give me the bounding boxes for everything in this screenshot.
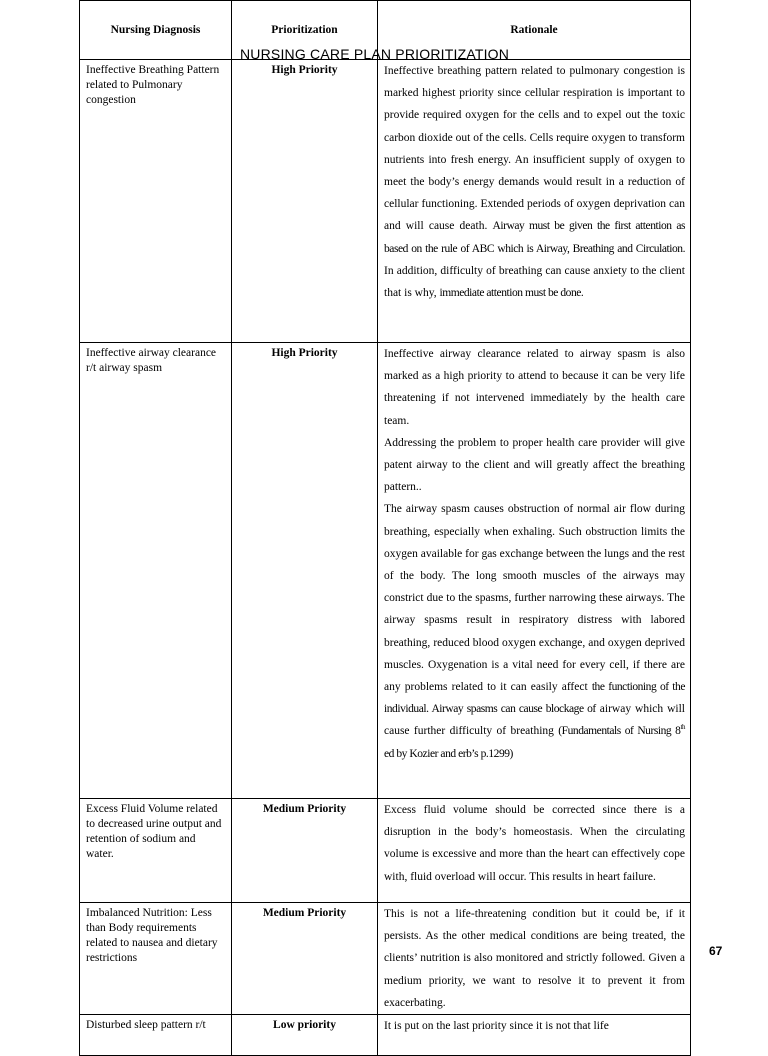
rationale-text: It is put on the last priority since it is not that life	[384, 1020, 609, 1033]
rationale-paragraph: Airway must be given the first attention as based on the rule of ABC which is Airway, Breathing and Circulation.	[384, 220, 685, 255]
priority-cell	[232, 343, 378, 799]
diagnosis-cell	[80, 903, 232, 1015]
priority-text: Low priority	[273, 1019, 336, 1032]
diagnosis-text: Ineffective airway clearance r/t airway spasm	[86, 347, 217, 374]
header-nursing-diagnosis: Nursing Diagnosis	[80, 1, 232, 60]
diagnosis-cell	[80, 343, 232, 799]
table-row	[80, 1015, 691, 1056]
rationale-paragraph: Ineffective breathing pattern related to pulmonary congestion is marked highest priority since cellular respiration is important to provide required oxygen for the cells and to expel out the toxic carbon dioxide out of the cells. Cells require oxygen to transform nutrients into fresh energy. An insufficient supply of oxygen to meet the body’s energy demands would result in a reduction of cellular functioning. Extended periods of oxygen deprivation can and will cause death.	[384, 65, 685, 233]
diagnosis-cell	[80, 60, 232, 343]
diagnosis-cell	[80, 1015, 232, 1056]
rationale-sentence: airway which will cause further difficulty of breathing	[384, 703, 685, 738]
priority-cell	[232, 60, 378, 343]
rationale-paragraph: Ineffective airway clearance related to airway spasm is also marked as a high priority to attend to because it can be very life threatening if not intervened immediately by the health care team.	[384, 348, 685, 427]
priority-cell	[232, 903, 378, 1015]
priority-text: Medium Priority	[262, 803, 347, 815]
diagnosis-cell	[80, 799, 232, 903]
rationale-sentence: the functioning of the individual. Airway spasms can cause blockage of	[384, 681, 685, 716]
table-row	[80, 903, 691, 1015]
priority-text: Medium Priority	[262, 907, 347, 919]
header-prioritization: Prioritization	[232, 1, 378, 60]
rationale-sentence: The airway spasm causes obstruction of normal air flow during breathing, especially when exhaling. Such obstruction limits the oxygen available for gas exchange between the lungs and the rest of the body. The long smooth muscles of the airways may constrict due to the spasms, further narrowing these airways. The airway spasms result in respiratory distress with labored breathing, reduced blood oxygen exchange, and oxygen deprived muscles. Oxygenation is a vital need for every cell, if there are any problems related to it can easily affect	[384, 503, 685, 694]
diagnosis-text: Disturbed sleep pattern r/t	[86, 1019, 206, 1032]
rationale-paragraph: In addition, difficulty of breathing can cause anxiety to the client that is why,	[384, 264, 685, 300]
rationale-cell	[378, 1015, 691, 1056]
table-row	[80, 343, 691, 799]
priority-text: High Priority	[271, 347, 338, 359]
rationale-paragraph	[384, 498, 685, 764]
rationale-cell	[378, 903, 691, 1015]
citation-superscript: th	[680, 723, 685, 732]
diagnosis-text: Excess Fluid Volume related to decreased urine output and retention of sodium and water.	[86, 803, 222, 860]
table-row	[80, 799, 691, 903]
rationale-text	[378, 343, 690, 765]
page-number: 67	[709, 944, 723, 958]
rationale-cell	[378, 60, 691, 343]
citation-title: (Fundamentals of Nursing 8	[558, 725, 681, 738]
rationale-cell	[378, 343, 691, 799]
header-rationale: Rationale	[378, 1, 691, 60]
rationale-text	[378, 60, 690, 304]
rationale-cell	[378, 799, 691, 903]
priority-cell	[232, 799, 378, 903]
page-title: NURSING CARE PLAN PRIORITIZATION	[240, 46, 510, 62]
care-plan-table	[79, 0, 691, 1056]
rationale-text: This is not a life-threatening condition but it could be, if it persists. As the other medical conditions are being treated, the clients’ nutrition is also monitored and strictly followed. Given a medium priority, we want to resolve it to prevent it from exacerbating.	[384, 908, 685, 1009]
rationale-paragraph: Addressing the problem to proper health care provider will give patent airway to the client and will greatly affect the breathing pattern..	[384, 436, 685, 494]
priority-text: High Priority	[271, 64, 338, 76]
table-row	[80, 60, 691, 343]
rationale-text: Excess fluid volume should be corrected since there is a disruption in the body’s homeostasis. When the circulating volume is excessive and more than the heart can effectively cope with, fluid overload will occur. This results in heart failure.	[384, 804, 685, 883]
rationale-paragraph: immediate attention must be done.	[439, 287, 584, 300]
priority-cell	[232, 1015, 378, 1056]
citation-authors: ed by Kozier and erb’s p.1299)	[384, 747, 513, 760]
diagnosis-text: Imbalanced Nutrition: Less than Body requirements related to nausea and dietary restrictions	[86, 907, 218, 964]
diagnosis-text: Ineffective Breathing Pattern related to Pulmonary congestion	[86, 64, 220, 106]
